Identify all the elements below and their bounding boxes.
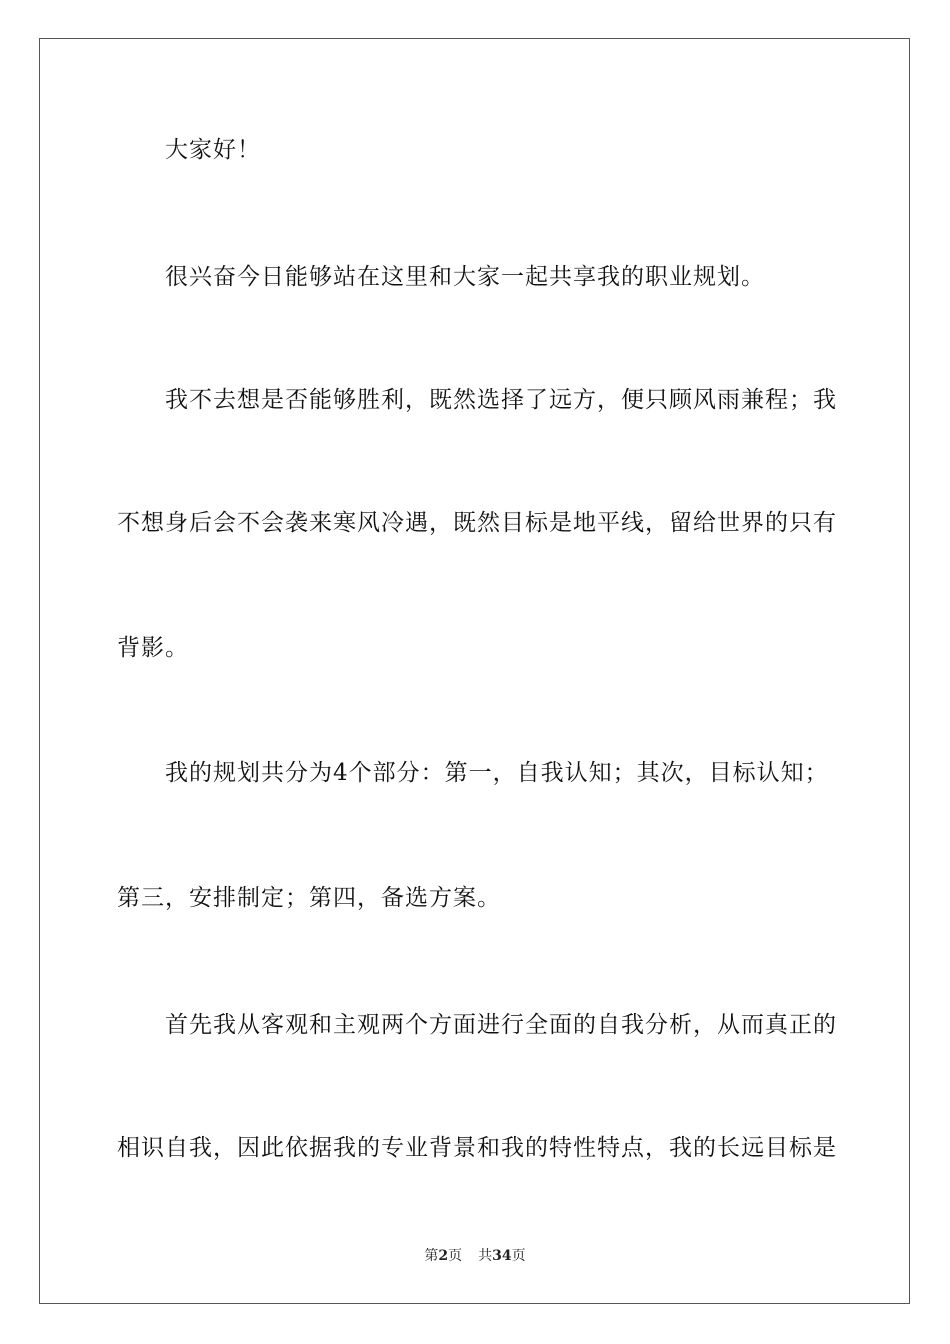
paragraph-line-9: 相识自我，因此依据我的专业背景和我的特性特点，我的长远目标是 [117, 1135, 837, 1161]
footer-total-prefix: 共 [478, 1248, 493, 1264]
footer-page-number: 2 [438, 1248, 449, 1264]
paragraph-line-1: 大家好！ [165, 137, 261, 163]
paragraph-line-6: 我的规划共分为4个部分：第一，自我认知；其次，目标认知； [165, 760, 829, 786]
page-frame [39, 38, 910, 1304]
footer-page-suffix: 页 [448, 1248, 463, 1264]
footer-total-pages: 34 [492, 1248, 512, 1264]
paragraph-line-3: 我不去想是否能够胜利，既然选择了远方，便只顾风雨兼程；我 [165, 387, 837, 413]
paragraph-line-7: 第三，安排制定；第四，备选方案。 [117, 885, 501, 911]
page-footer [0, 1246, 950, 1266]
paragraph-line-8: 首先我从客观和主观两个方面进行全面的自我分析，从而真正的 [165, 1012, 837, 1038]
paragraph-line-4: 不想身后会不会袭来寒风冷遇，既然目标是地平线，留给世界的只有 [117, 510, 837, 536]
paragraph-line-2: 很兴奋今日能够站在这里和大家一起共享我的职业规划。 [165, 264, 765, 290]
footer-total-suffix: 页 [511, 1248, 526, 1264]
footer-page-prefix: 第 [424, 1248, 439, 1264]
paragraph-line-5: 背影。 [117, 635, 189, 661]
